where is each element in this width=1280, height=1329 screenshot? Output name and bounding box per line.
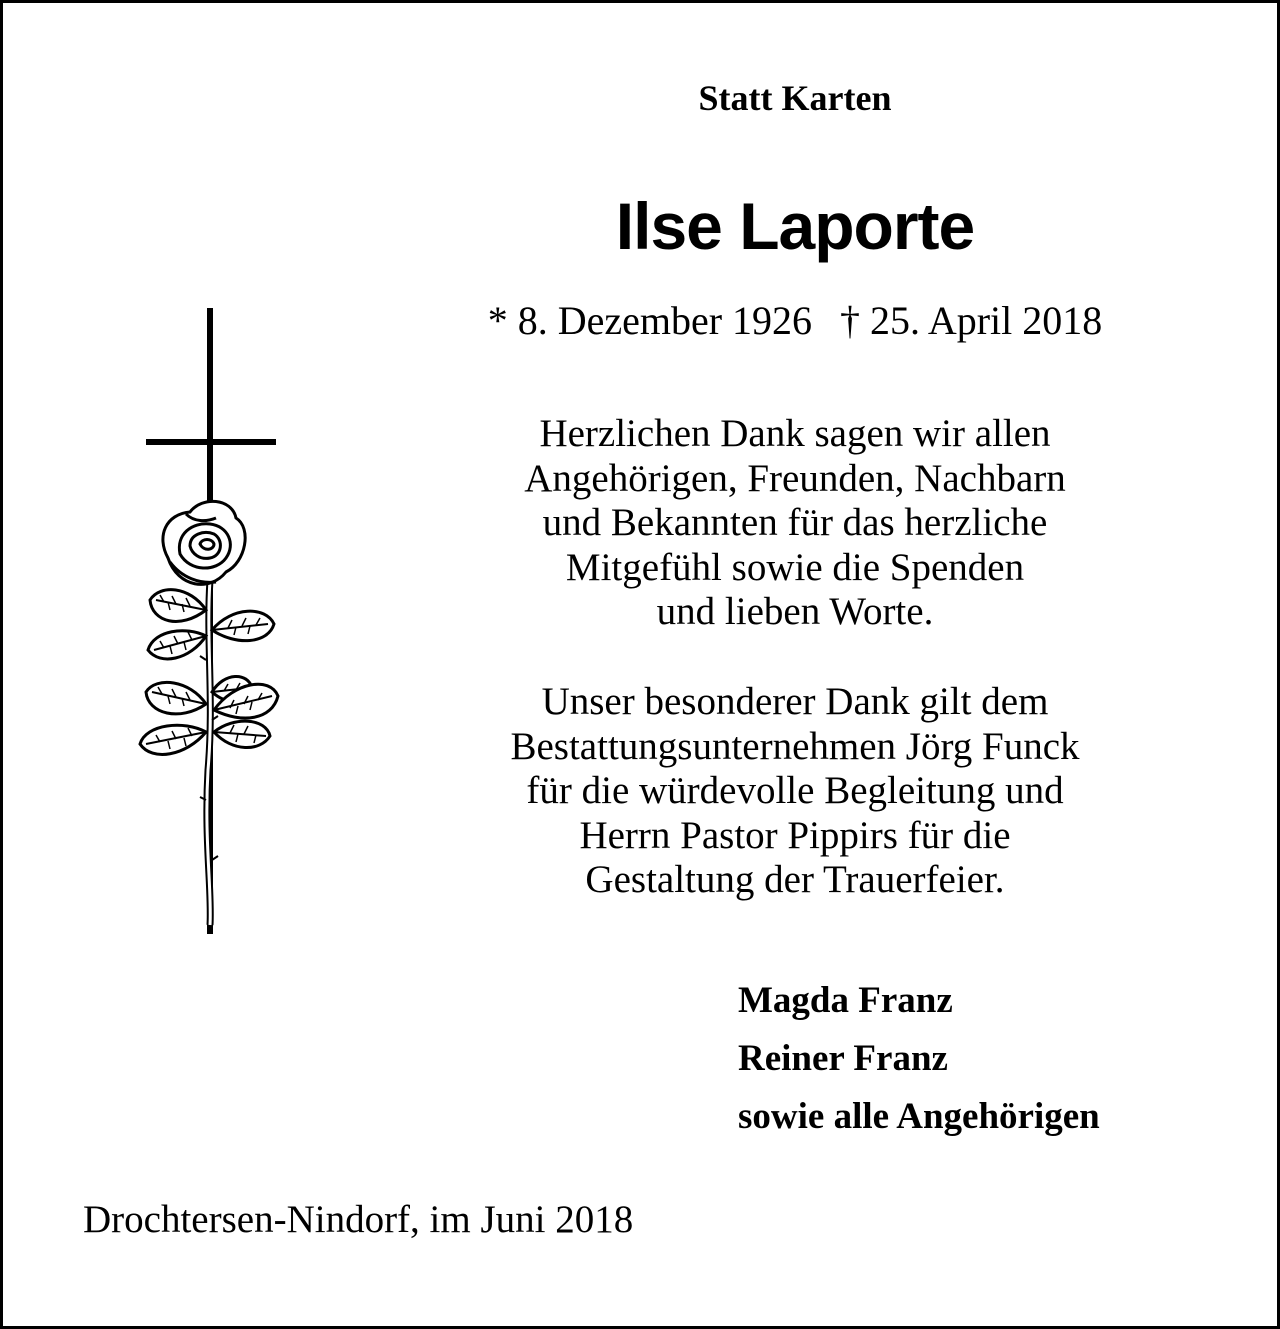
special-thanks-line: Gestaltung der Trauerfeier. <box>585 858 1005 901</box>
notice-heading: Statt Karten <box>698 78 892 118</box>
signer-name: Magda Franz <box>738 980 953 1021</box>
thanks-line: Mitgefühl sowie die Spenden <box>565 545 1025 589</box>
birth-date: * 8. Dezember 1926 <box>487 298 813 343</box>
special-thanks-line: Bestattungsunternehmen Jörg Funck <box>510 724 1080 768</box>
thanks-line: und Bekannten für das herzliche <box>542 501 1048 544</box>
thanks-line: und lieben Worte. <box>656 590 934 633</box>
life-dates <box>420 296 1170 346</box>
deceased-name: Ilse Laporte <box>615 189 975 263</box>
signer-name: sowie alle Angehörigen <box>738 1096 1100 1137</box>
thanks-line: Angehörigen, Freunden, Nachbarn <box>524 456 1066 500</box>
thanks-line: Herzlichen Dank sagen wir allen <box>539 412 1051 455</box>
signers-block <box>738 972 1100 1146</box>
signer-name: Reiner Franz <box>738 1038 948 1079</box>
special-thanks-paragraph <box>415 680 1175 903</box>
thanks-paragraph <box>415 412 1175 635</box>
cross-with-rose-icon <box>120 300 300 940</box>
death-date: † 25. April 2018 <box>840 298 1103 343</box>
special-thanks-line: Unser besonderer Dank gilt dem <box>541 680 1049 723</box>
place-and-date: Drochtersen-Nindorf, im Juni 2018 <box>83 1198 634 1241</box>
special-thanks-line: für die würdevolle Begleitung und <box>526 769 1064 812</box>
special-thanks-line: Herrn Pastor Pippirs für die <box>579 813 1011 857</box>
